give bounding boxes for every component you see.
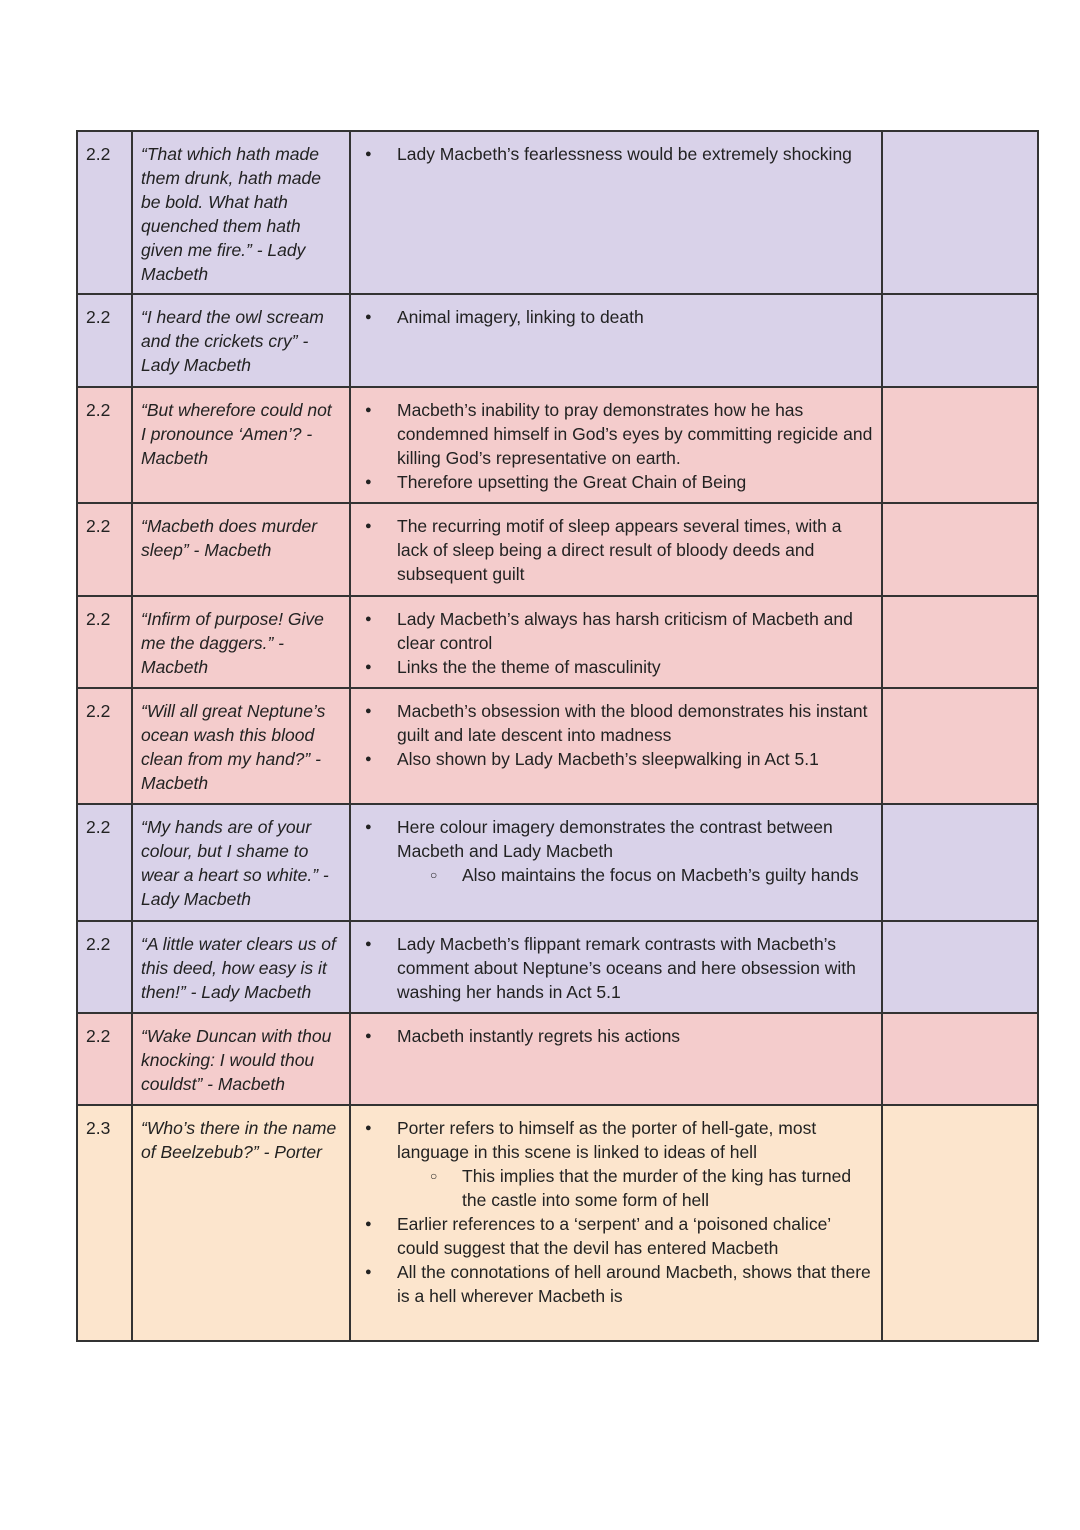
analysis-point: ● Lady Macbeth’s fearlessness would be extremely shocking xyxy=(397,142,873,166)
analysis-point: ● Macbeth instantly regrets his actions xyxy=(397,1024,873,1048)
table-row xyxy=(77,1013,1038,1105)
quote-cell: “Macbeth does murder sleep” - Macbeth xyxy=(132,503,350,596)
notes-cell xyxy=(882,294,1038,387)
scene-cell: 2.2 xyxy=(77,596,132,688)
quote-cell: “My hands are of your colour, but I shame to wear a heart so white.” - Lady Macbeth xyxy=(132,804,350,921)
analysis-point: ● Here colour imagery demonstrates the contrast between Macbeth and Lady Macbeth xyxy=(397,815,873,863)
table-row xyxy=(77,294,1038,387)
scene-cell: 2.2 xyxy=(77,131,132,294)
analysis-point: ● Lady Macbeth’s always has harsh criticism of Macbeth and clear control xyxy=(397,607,873,655)
analysis-cell xyxy=(350,294,882,387)
table-row xyxy=(77,921,1038,1013)
analysis-point: ○ This implies that the murder of the king has turned the castle into some form of hell xyxy=(462,1164,873,1212)
table-row xyxy=(77,387,1038,503)
analysis-point: ● Macbeth’s obsession with the blood demonstrates his instant guilt and late descent into madness xyxy=(397,699,873,747)
quote-analysis-table xyxy=(76,130,1039,1342)
analysis-point: ○ Also maintains the focus on Macbeth’s guilty hands xyxy=(462,863,873,887)
analysis-cell xyxy=(350,503,882,596)
scene-cell: 2.2 xyxy=(77,387,132,503)
analysis-point: ● Animal imagery, linking to death xyxy=(397,305,873,329)
analysis-point: ● Earlier references to a ‘serpent’ and a ‘poisoned chalice’ could suggest that the devil has entered Macbeth xyxy=(397,1212,873,1260)
scene-cell: 2.2 xyxy=(77,503,132,596)
quote-cell: “But wherefore could not I pronounce ‘Amen’? - Macbeth xyxy=(132,387,350,503)
notes-cell xyxy=(882,131,1038,294)
analysis-point: ● Also shown by Lady Macbeth’s sleepwalking in Act 5.1 xyxy=(397,747,873,771)
analysis-cell xyxy=(350,1105,882,1341)
notes-cell xyxy=(882,1013,1038,1105)
notes-cell xyxy=(882,688,1038,804)
quote-cell: “Infirm of purpose! Give me the daggers.” - Macbeth xyxy=(132,596,350,688)
notes-cell xyxy=(882,1105,1038,1341)
scene-cell: 2.2 xyxy=(77,1013,132,1105)
quote-cell: “I heard the owl scream and the crickets cry” - Lady Macbeth xyxy=(132,294,350,387)
analysis-cell xyxy=(350,387,882,503)
analysis-point: ● All the connotations of hell around Macbeth, shows that there is a hell wherever Macbeth is xyxy=(397,1260,873,1308)
quote-cell: “That which hath made them drunk, hath made be bold. What hath quenched them hath given me fire.” - Lady Macbeth xyxy=(132,131,350,294)
analysis-point: ● Links the the theme of masculinity xyxy=(397,655,873,679)
notes-cell xyxy=(882,921,1038,1013)
analysis-cell xyxy=(350,1013,882,1105)
scene-cell: 2.2 xyxy=(77,804,132,921)
analysis-cell xyxy=(350,688,882,804)
scene-cell: 2.2 xyxy=(77,294,132,387)
analysis-point: ● The recurring motif of sleep appears several times, with a lack of sleep being a direct result of bloody deeds and subsequent guilt xyxy=(397,514,873,586)
quote-cell: “Who’s there in the name of Beelzebub?” - Porter xyxy=(132,1105,350,1341)
notes-cell xyxy=(882,387,1038,503)
analysis-cell xyxy=(350,921,882,1013)
notes-cell xyxy=(882,503,1038,596)
analysis-cell xyxy=(350,804,882,921)
analysis-cell xyxy=(350,131,882,294)
notes-cell xyxy=(882,804,1038,921)
analysis-point: ● Therefore upsetting the Great Chain of Being xyxy=(397,470,873,494)
table-row xyxy=(77,596,1038,688)
quote-cell: “Will all great Neptune’s ocean wash this blood clean from my hand?” - Macbeth xyxy=(132,688,350,804)
table-row xyxy=(77,503,1038,596)
table-row xyxy=(77,1105,1038,1341)
quote-cell: “Wake Duncan with thou knocking: I would thou couldst” - Macbeth xyxy=(132,1013,350,1105)
analysis-point: ● Porter refers to himself as the porter of hell-gate, most language in this scene is linked to ideas of hell xyxy=(397,1116,873,1164)
analysis-point: ● Macbeth’s inability to pray demonstrates how he has condemned himself in God’s eyes by committing regicide and killing God’s representative on earth. xyxy=(397,398,873,470)
scene-cell: 2.2 xyxy=(77,921,132,1013)
table-row xyxy=(77,804,1038,921)
quote-cell: “A little water clears us of this deed, how easy is it then!” - Lady Macbeth xyxy=(132,921,350,1013)
analysis-cell xyxy=(350,596,882,688)
analysis-point: ● Lady Macbeth’s flippant remark contrasts with Macbeth’s comment about Neptune’s oceans and here obsession with washing her hands in Act 5.1 xyxy=(397,932,873,1004)
scene-cell: 2.2 xyxy=(77,688,132,804)
table-row xyxy=(77,688,1038,804)
table-row xyxy=(77,131,1038,294)
notes-cell xyxy=(882,596,1038,688)
scene-cell: 2.3 xyxy=(77,1105,132,1341)
